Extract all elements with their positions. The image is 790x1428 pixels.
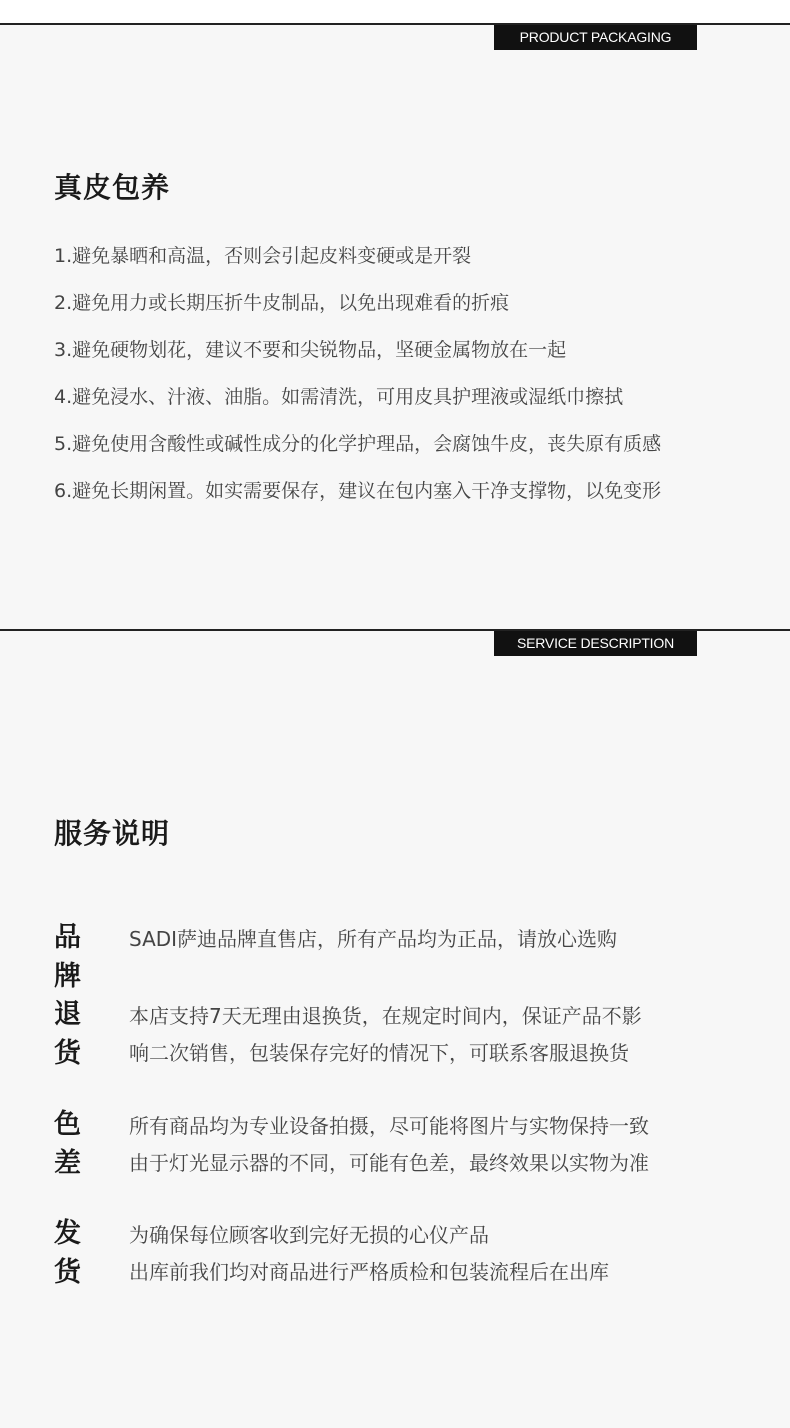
care-item: 6.避免长期闲置。如实需要保存，建议在包内塞入干净支撑物，以免变形 bbox=[54, 480, 662, 502]
service-line: SADI萨迪品牌直售店，所有产品均为正品，请放心选购 bbox=[129, 927, 618, 951]
service-text bbox=[129, 998, 642, 1072]
section-tag: SERVICE DESCRIPTION bbox=[494, 631, 697, 656]
service-line: 本店支持7天无理由退换货，在规定时间内，保证产品不影 bbox=[129, 1004, 642, 1028]
service-text bbox=[129, 921, 617, 958]
section-tag: PRODUCT PACKAGING bbox=[494, 25, 697, 50]
care-item: 1.避免暴晒和高温，否则会引起皮料变硬或是开裂 bbox=[54, 245, 472, 267]
service-line: 所有商品均为专业设备拍摄，尽可能将图片与实物保持一致 bbox=[129, 1114, 649, 1138]
service-section bbox=[0, 629, 790, 1428]
service-label: 品牌 bbox=[54, 922, 82, 992]
service-label: 发货 bbox=[54, 1218, 82, 1288]
service-text bbox=[129, 1108, 649, 1182]
service-label: 色差 bbox=[54, 1109, 82, 1179]
service-line: 响二次销售，包装保存完好的情况下，可联系客服退换货 bbox=[129, 1041, 629, 1065]
service-line: 出库前我们均对商品进行严格质检和包装流程后在出库 bbox=[129, 1260, 609, 1284]
service-label: 退货 bbox=[54, 999, 82, 1069]
service-text bbox=[129, 1217, 609, 1291]
care-item: 5.避免使用含酸性或碱性成分的化学护理品，会腐蚀牛皮，丧失原有质感 bbox=[54, 433, 662, 455]
care-list bbox=[54, 241, 661, 523]
care-item: 3.避免硬物划花，建议不要和尖锐物品，坚硬金属物放在一起 bbox=[54, 339, 567, 361]
care-item: 4.避免浸水、汁液、油脂。如需清洗，可用皮具护理液或湿纸巾擦拭 bbox=[54, 386, 624, 408]
care-item: 2.避免用力或长期压折牛皮制品，以免出现难看的折痕 bbox=[54, 292, 510, 314]
section-title: 服务说明 bbox=[54, 817, 171, 850]
service-line: 由于灯光显示器的不同，可能有色差，最终效果以实物为准 bbox=[129, 1151, 649, 1175]
section-title: 真皮包养 bbox=[54, 171, 171, 204]
care-section bbox=[0, 23, 790, 629]
service-line: 为确保每位顾客收到完好无损的心仪产品 bbox=[129, 1223, 489, 1247]
